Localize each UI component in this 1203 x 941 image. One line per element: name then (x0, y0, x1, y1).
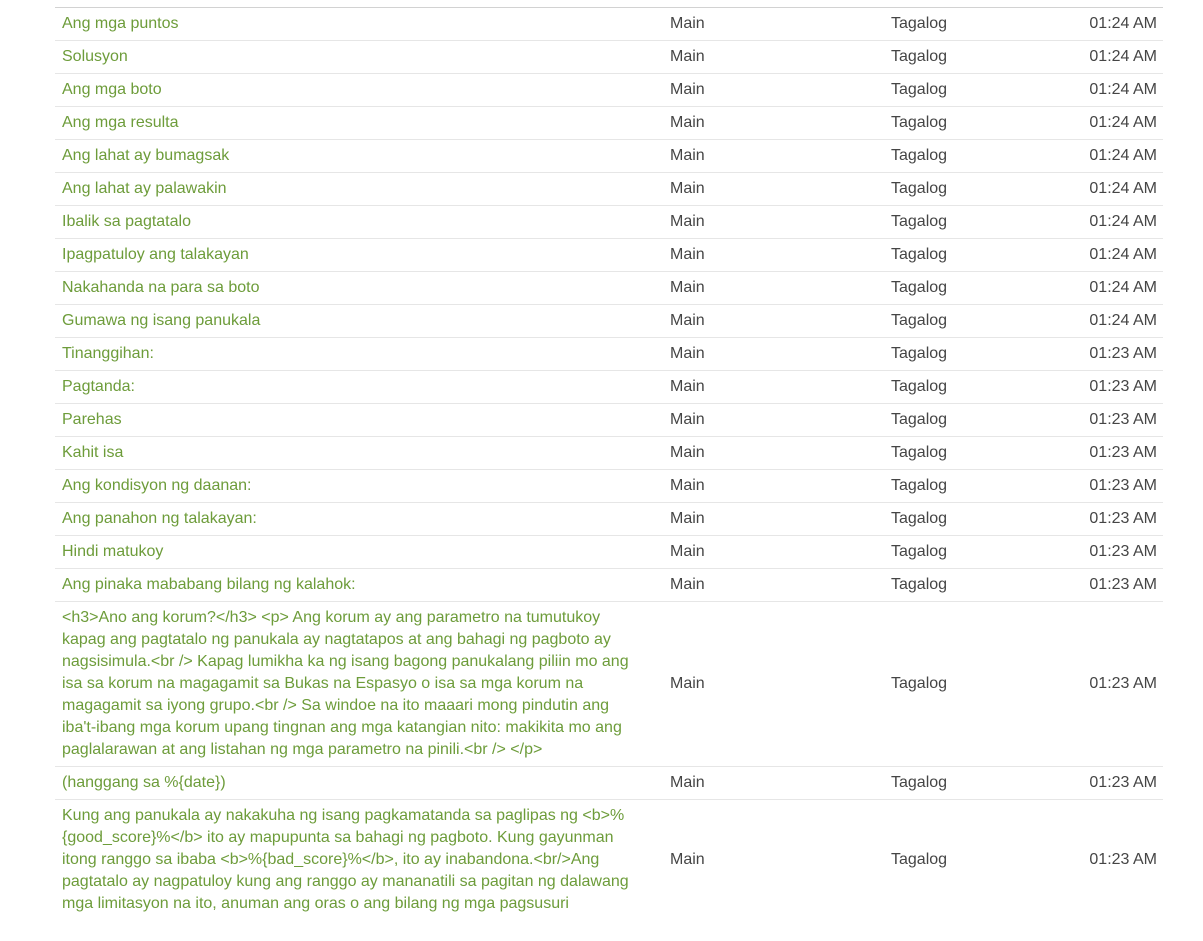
translation-link[interactable]: Ang mga boto (55, 74, 663, 107)
table-row (55, 602, 1163, 767)
language-cell: Tagalog (884, 371, 1044, 404)
domain-cell: Main (663, 503, 884, 536)
domain-cell: Main (663, 536, 884, 569)
table-row (55, 569, 1163, 602)
domain-cell: Main (663, 41, 884, 74)
translation-link[interactable]: Ang mga resulta (55, 107, 663, 140)
language-cell: Tagalog (884, 239, 1044, 272)
translation-link[interactable]: Ang mga puntos (55, 8, 663, 41)
translation-link[interactable]: Ang pinaka mababang bilang ng kalahok: (55, 569, 663, 602)
language-cell: Tagalog (884, 404, 1044, 437)
translation-link[interactable]: Ang panahon ng talakayan: (55, 503, 663, 536)
translation-link[interactable]: Ibalik sa pagtatalo (55, 206, 663, 239)
domain-cell: Main (663, 470, 884, 503)
time-cell: 01:24 AM (1044, 107, 1163, 140)
table-row (55, 536, 1163, 569)
domain-cell: Main (663, 371, 884, 404)
language-cell: Tagalog (884, 536, 1044, 569)
translation-link[interactable]: Parehas (55, 404, 663, 437)
translation-link[interactable]: Gumawa ng isang panukala (55, 305, 663, 338)
translation-link[interactable]: Hindi matukoy (55, 536, 663, 569)
time-cell: 01:23 AM (1044, 404, 1163, 437)
domain-cell: Main (663, 338, 884, 371)
time-cell: 01:24 AM (1044, 272, 1163, 305)
table-row (55, 41, 1163, 74)
language-cell: Tagalog (884, 206, 1044, 239)
translation-link[interactable]: Kung ang panukala ay nakakuha ng isang pagkamatanda sa paglipas ng <b>%{good_score}%</b> ito ay mapupunta sa bahagi ng pagboto. Kung gayunman itong ranggo sa ibaba <b>%{bad_score}%</b>, ito ay inabandona.<br/>Ang pagtatalo ay nagpatuloy kung ang ranggo ay mananatili sa pagitan ng dalawang mga limitasyon na ito, anuman ang oras o ang bilang ng mga pagsusuri (62, 807, 629, 912)
table-row (55, 272, 1163, 305)
time-cell: 01:24 AM (1044, 239, 1163, 272)
time-cell: 01:23 AM (1044, 536, 1163, 569)
language-cell: Tagalog (884, 305, 1044, 338)
translation-link[interactable]: Pagtanda: (55, 371, 663, 404)
domain-cell: Main (663, 8, 884, 41)
translation-link[interactable]: Ang lahat ay bumagsak (55, 140, 663, 173)
domain-cell: Main (663, 173, 884, 206)
table-row (55, 437, 1163, 470)
language-cell: Tagalog (884, 338, 1044, 371)
translations-table (55, 8, 1163, 920)
language-cell: Tagalog (884, 41, 1044, 74)
table-row (55, 404, 1163, 437)
table-row (55, 173, 1163, 206)
time-cell: 01:23 AM (1044, 338, 1163, 371)
language-cell: Tagalog (884, 140, 1044, 173)
table-row (55, 305, 1163, 338)
table-row (55, 503, 1163, 536)
language-cell: Tagalog (884, 173, 1044, 206)
domain-cell: Main (663, 272, 884, 305)
domain-cell: Main (663, 437, 884, 470)
translation-link[interactable]: Nakahanda na para sa boto (55, 272, 663, 305)
table-row (55, 8, 1163, 41)
translation-link[interactable]: (hanggang sa %{date}) (55, 767, 663, 800)
table-row (55, 140, 1163, 173)
language-cell: Tagalog (884, 602, 1044, 767)
domain-cell: Main (663, 140, 884, 173)
time-cell: 01:24 AM (1044, 41, 1163, 74)
time-cell: 01:24 AM (1044, 8, 1163, 41)
time-cell: 01:23 AM (1044, 470, 1163, 503)
table-row (55, 767, 1163, 800)
domain-cell: Main (663, 305, 884, 338)
time-cell: 01:23 AM (1044, 503, 1163, 536)
domain-cell: Main (670, 851, 705, 868)
domain-cell: Main (663, 107, 884, 140)
table-row (55, 800, 1163, 921)
domain-cell: Main (663, 239, 884, 272)
table-row (55, 470, 1163, 503)
translation-link[interactable]: Solusyon (55, 41, 663, 74)
time-cell: 01:23 AM (1044, 371, 1163, 404)
time-cell: 01:23 AM (1044, 437, 1163, 470)
domain-cell: Main (663, 569, 884, 602)
time-cell: 01:24 AM (1044, 305, 1163, 338)
table-row (55, 107, 1163, 140)
language-cell: Tagalog (884, 767, 1044, 800)
language-cell: Tagalog (884, 569, 1044, 602)
translation-link[interactable]: Tinanggihan: (55, 338, 663, 371)
language-cell: Tagalog (884, 470, 1044, 503)
language-cell: Tagalog (884, 272, 1044, 305)
language-cell: Tagalog (884, 74, 1044, 107)
table-row (55, 239, 1163, 272)
translation-link[interactable]: Ang kondisyon ng daanan: (55, 470, 663, 503)
translation-link[interactable]: Kahit isa (55, 437, 663, 470)
table-row (55, 371, 1163, 404)
language-cell: Tagalog (884, 8, 1044, 41)
time-cell: 01:24 AM (1044, 140, 1163, 173)
table-row (55, 338, 1163, 371)
time-cell: 01:23 AM (1089, 851, 1157, 868)
domain-cell: Main (663, 404, 884, 437)
time-cell: 01:24 AM (1044, 173, 1163, 206)
translation-link[interactable]: <h3>Ano ang korum?</h3> <p> Ang korum ay ang parametro na tumutukoy kapag ang pagtatalo ng panukala ay nagtatapos at ang bahagi ng pagboto ay nagsisimula.<br /> Kapag lumikha ka ng isang bagong panukalang piliin mo ang isa sa korum na magagamit sa Bukas na Espasyo o isa sa mga korum na magagamit sa iyong grupo.<br /> Sa windoe na ito maaari mong pindutin ang iba't-ibang mga korum upang tingnan ang mga katangian nito: makikita mo ang paglalarawan at ang listahan ng mga parametro na pinili.<br /> </p> (55, 602, 663, 767)
domain-cell: Main (663, 206, 884, 239)
language-cell: Tagalog (884, 437, 1044, 470)
domain-cell: Main (663, 602, 884, 767)
translation-link[interactable]: Ipagpatuloy ang talakayan (55, 239, 663, 272)
table-row (55, 206, 1163, 239)
domain-cell: Main (663, 767, 884, 800)
domain-cell: Main (663, 74, 884, 107)
time-cell: 01:23 AM (1044, 767, 1163, 800)
language-cell: Tagalog (891, 851, 948, 868)
time-cell: 01:24 AM (1044, 206, 1163, 239)
time-cell: 01:23 AM (1044, 569, 1163, 602)
language-cell: Tagalog (884, 107, 1044, 140)
time-cell: 01:23 AM (1044, 602, 1163, 767)
time-cell: 01:24 AM (1044, 74, 1163, 107)
translation-link[interactable]: Ang lahat ay palawakin (55, 173, 663, 206)
language-cell: Tagalog (884, 503, 1044, 536)
table-row (55, 74, 1163, 107)
